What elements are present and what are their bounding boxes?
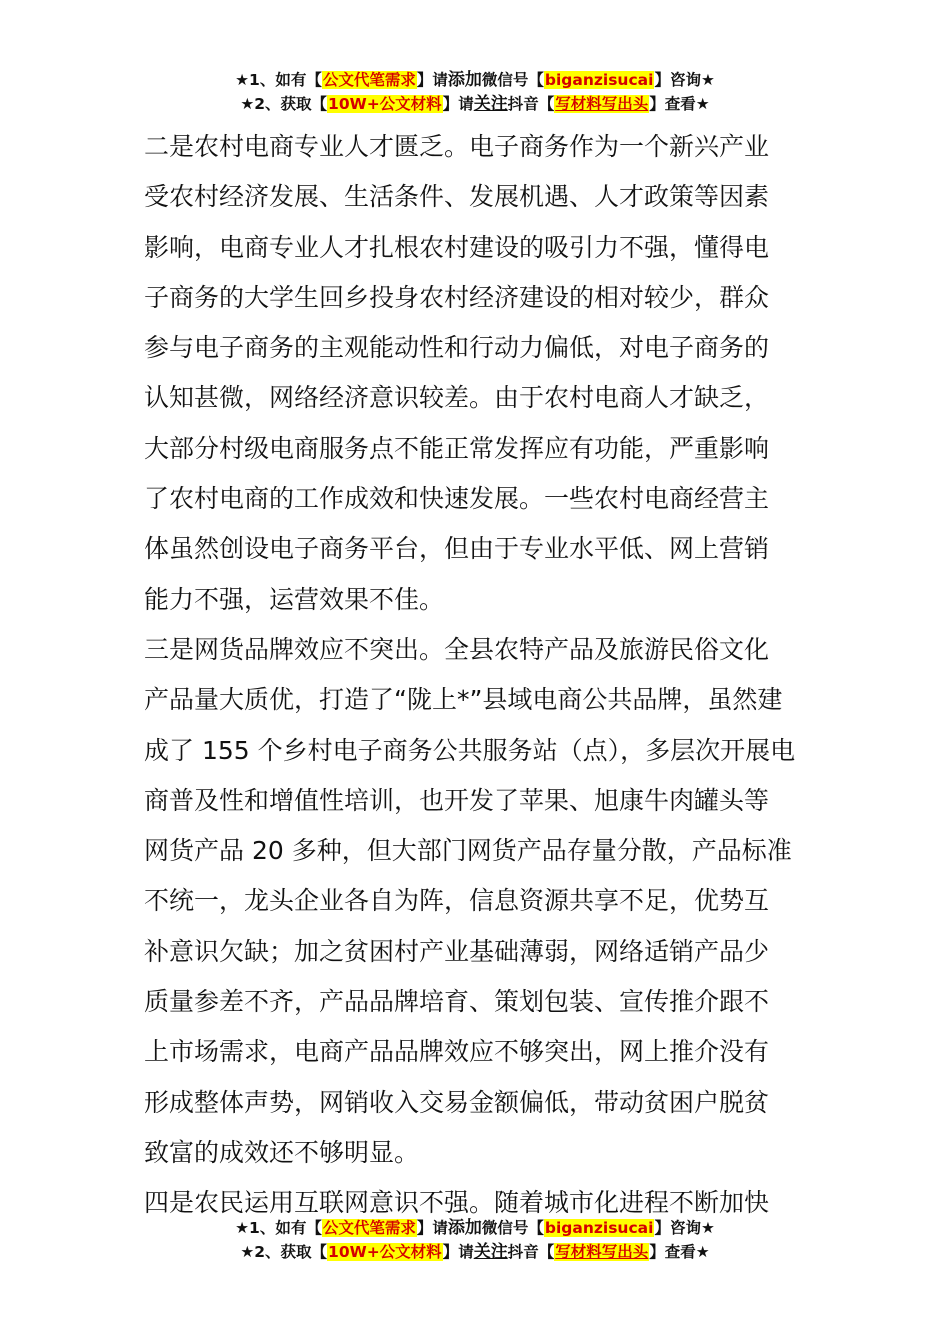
- footer-banner: [0, 1216, 950, 1264]
- text-line: 形成整体声势，网销收入交易金额偏低，带动贫困户脱贫: [144, 1087, 770, 1117]
- banner-text: 】咨询★: [654, 71, 715, 89]
- paragraph-brand-effect: [144, 625, 806, 1178]
- text-line: 致富的成效还不够明显。: [144, 1137, 420, 1167]
- text-line: 认知甚微，网络经济意识较差。由于农村电商人才缺乏，: [144, 383, 770, 413]
- banner-highlight-douyin: 写材料写出头: [555, 95, 649, 113]
- banner-text: 】查看★: [649, 95, 710, 113]
- text-line: 不统一，龙头企业各自为阵，信息资源共享不足，优势互: [144, 886, 770, 916]
- text-line: 四是农民运用互联网意识不强。随着城市化进程不断加快: [144, 1188, 770, 1218]
- banner-text: ★1、如有【: [235, 1219, 322, 1237]
- text-line: 了农村电商的工作成效和快速发展。一些农村电商经营主: [144, 484, 770, 514]
- banner-line-2: [0, 92, 950, 116]
- text-line: 能力不强，运营效果不佳。: [144, 584, 445, 614]
- banner-highlight-wechat-id: biganzisucai: [544, 71, 654, 89]
- text-line: 商普及性和增值性培训，也开发了苹果、旭康牛肉罐头等: [144, 785, 770, 815]
- header-banner: [0, 68, 950, 116]
- banner-text: 抖音【: [507, 95, 555, 113]
- banner-highlight-materials: 10W+公文材料: [328, 95, 442, 113]
- banner-highlight-materials: 10W+公文材料: [328, 1243, 442, 1261]
- text-line: 子商务的大学生回乡投身农村经济建设的相对较少，群众: [144, 282, 770, 312]
- text-line: 影响，电商专业人才扎根农村建设的吸引力不强，懂得电: [144, 232, 770, 262]
- text-line: 参与电子商务的主观能动性和行动力偏低，对电子商务的: [144, 333, 770, 363]
- banner-text: 】请: [416, 71, 448, 89]
- text-line: 补意识欠缺；加之贫困村产业基础薄弱，网络适销产品少: [144, 936, 770, 966]
- banner-underline-word: 关注: [473, 94, 508, 114]
- banner-text: 】请: [442, 95, 474, 113]
- banner-text: 抖音【: [507, 1243, 555, 1261]
- text-line: 三是网货品牌效应不突出。全县农特产品及旅游民俗文化: [144, 634, 770, 664]
- text-line: 大部分村级电商服务点不能正常发挥应有功能，严重影响: [144, 433, 770, 463]
- banner-line-1: [0, 1216, 950, 1240]
- text-line: 产品量大质优，打造了“陇上*”县域电商公共品牌，虽然建: [144, 685, 783, 715]
- text-line: 网货产品 20 多种，但大部门网货产品存量分散，产品标准: [144, 836, 792, 866]
- text-line: 二是农村电商专业人才匮乏。电子商务作为一个新兴产业: [144, 132, 770, 161]
- banner-text: 】查看★: [649, 1243, 710, 1261]
- banner-text: ★2、获取【: [240, 1243, 328, 1261]
- banner-text: 】请: [416, 1219, 448, 1237]
- document-body: [144, 122, 806, 1229]
- banner-highlight-wechat-id: biganzisucai: [544, 1219, 654, 1237]
- banner-text: 】咨询★: [654, 1219, 715, 1237]
- banner-text: 微信号【: [481, 1219, 544, 1237]
- banner-text: ★2、获取【: [240, 95, 328, 113]
- banner-highlight-service: 公文代笔需求: [322, 71, 416, 89]
- text-line: 成了 155 个乡村电子商务公共服务站（点），多层次开展电: [144, 735, 796, 765]
- text-line: 上市场需求，电商产品品牌效应不够突出，网上推介没有: [144, 1037, 770, 1067]
- banner-underline-word: 关注: [473, 1242, 508, 1262]
- banner-highlight-douyin: 写材料写出头: [555, 1243, 649, 1261]
- banner-highlight-service: 公文代笔需求: [322, 1219, 416, 1237]
- text-line: 体虽然创设电子商务平台，但由于专业水平低、网上营销: [144, 534, 770, 564]
- banner-line-1: [0, 68, 950, 92]
- banner-line-2: [0, 1240, 950, 1264]
- banner-bold-word: 添加: [447, 70, 482, 90]
- paragraph-talent-shortage: [144, 122, 806, 625]
- banner-text: 微信号【: [481, 71, 544, 89]
- text-line: 受农村经济发展、生活条件、发展机遇、人才政策等因素: [144, 182, 770, 212]
- text-line: 质量参差不齐，产品品牌培育、策划包装、宣传推介跟不: [144, 987, 770, 1017]
- banner-bold-word: 添加: [447, 1218, 482, 1238]
- banner-text: 】请: [442, 1243, 474, 1261]
- banner-text: ★1、如有【: [235, 71, 322, 89]
